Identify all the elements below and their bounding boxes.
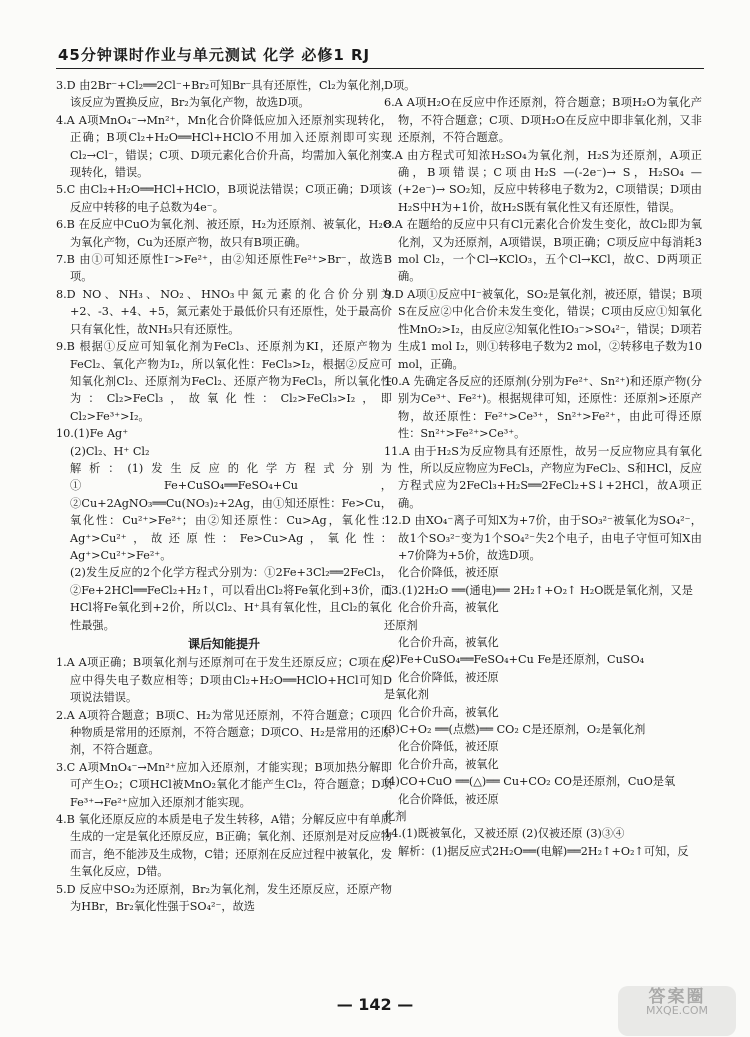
watermark-text: 答案圈 — [648, 987, 706, 1007]
answer-10-explanation-2: (2)发生反应的2个化学方程式分别为：①2Fe+3Cl₂══2FeCl₃，②Fe+2HCl══FeCl₂+H₂↑，可以看出Cl₂将Fe氧化到+3价，而HCl将Fe氧化到+2价，所以Cl₂、H⁺具有氧化性，且Cl₂的氧化性最强。 — [70, 566, 392, 632]
annotation-13-4-top: 化合价升高，被氧化 — [398, 757, 499, 771]
answer-10-part2: (2)Cl₂、H⁺ Cl₂ — [70, 444, 150, 458]
practice-answer-6: 6.A A项H₂O在反应中作还原剂，符合题意；B项H₂O为氧化产物，不符合题意；C项、D项H₂O在反应中即非氧化剂，又非还原剂，不符合题意。 — [384, 96, 702, 145]
page-number: — 142 — — [336, 995, 414, 1014]
practice-answer-13-4: (4)CO+CuO ══(△)══ Cu+CO₂ CO是还原剂，CuO是氧 — [384, 775, 676, 789]
practice-answer-4: 4.B 氧化还原反应的本质是电子发生转移，A错；分解反应中有单质生成的一定是氧化还原反应，B正确；氧化剂、还原剂是对反应物而言，绝不能涉及生成物，C错；还原剂在反应过程中被氧化，发生氧化反应，D错。 — [56, 813, 392, 879]
practice-answer-3: 3.C A项MnO₄⁻→Mn²⁺应加入还原剂，才能实现；B项加热分解即可产生O₂；C项HCl被MnO₂氧化才能产生Cl₂，符合题意；D项Fe³⁺→Fe²⁺应加入还原剂才能实现。 — [56, 760, 392, 809]
page-header: 45分钟课时作业与单元测试 化学 必修1 RJ — [58, 46, 371, 64]
answer-6: 6.B 在反应中CuO为氧化剂、被还原，H₂为还原剂、被氧化，H₂O为氧化产物，Cu为还原产物，故只有B项正确。 — [56, 218, 392, 249]
answer-10-explanation: 解析：(1)发生反应的化学方程式分别为①Fe+CuSO₄══FeSO₄+Cu，②Cu+2AgNO₃══Cu(NO₃)₂+2Ag，由①知还原性：Fe>Cu，氧化性：Cu²⁺>Fe²⁺；由②知还原性：Cu>Ag，氧化性：Ag⁺>Cu²⁺，故还原性：Fe>Cu>Ag，氧化性：Ag⁺>Cu²⁺>Fe²⁺。 — [70, 461, 392, 562]
annotation-13-2-top: 化合价升高，被氧化 — [398, 636, 499, 649]
right-column — [384, 77, 702, 860]
practice-answer-1: 1.A A项正确；B项氧化剂与还原剂可在于发生还原反应；C项在反应中得失电子数应相等；D项由Cl₂+H₂O══HClO+HCl可知D项说法错误。 — [56, 656, 392, 705]
practice-answer-13-3: (3)C+O₂ ══(点燃)══ CO₂ C是还原剂，O₂是氧化剂 — [384, 723, 646, 737]
answer-9: 9.B 根据①反应可知氧化剂为FeCl₃、还原剂为KI，还原产物为FeCl₂、氧化产物为I₂，所以氧化性：FeCl₃>I₂，根据②反应可知氧化剂Cl₂、还原剂为FeCl₂、还原产物为FeCl₃，所以氧化性为：Cl₂>FeCl₃，故氧化性：Cl₂>FeCl₃>I₂，即Cl₂>Fe³⁺>I₂。 — [56, 340, 392, 423]
annotation-13-3-top: 化合价升高，被氧化 — [398, 705, 499, 719]
annotation-13-1-top: 化合价降低，被还原 — [398, 566, 499, 580]
continued-text: D项。 — [384, 79, 416, 92]
answer-7: 7.B 由①可知还原性I⁻>Fe²⁺，由②知还原性Fe²⁺>Br⁻，故选B项。 — [56, 253, 392, 284]
practice-answer-7: 7.A 由方程式可知浓H₂SO₄为氧化剂，H₂S为还原剂，A项正确，B项错误；C项由H₂S —(-2e⁻)→ S，H₂SO₄ —(+2e⁻)→ SO₂知，反应中转移电子数为2，C项错误；D项由H₂S中H为+1价，故H₂S既有氧化性又有还原性，错误。 — [384, 148, 702, 214]
section-title: 课后知能提升 — [187, 637, 260, 651]
continued-13-4: 化剂 — [384, 810, 407, 824]
practice-answer-12: 12.D 由XO₄⁻离子可知X为+7价，由于SO₃²⁻被氧化为SO₄²⁻，故1个SO₃²⁻变为1个SO₄²⁻失2个电子，由电子守恒可知X由+7价降为+5价，故选D项。 — [384, 514, 702, 562]
watermark-url: MXQE.COM — [646, 1004, 708, 1017]
practice-answer-11: 11.A 由于H₂S为反应物具有还原性，故另一反应物应具有氧化性，所以反应物应为FeCl₃，产物应为FeCl₂、S和HCl，反应方程式应为2FeCl₃+H₂S══2FeCl₂+S↓+2HCl，故A项正确。 — [384, 444, 702, 510]
continued-13-2: 是氧化剂 — [384, 688, 429, 702]
annotation-13-3-bottom: 化合价降低，被还原 — [398, 740, 499, 754]
answer-4: 4.A A项MnO₄⁻→Mn²⁺，Mn化合价降低应加入还原剂实现转化，正确；B项Cl₂+H₂O══HCl+HClO不用加入还原剂即可实现Cl₂→Cl⁻，错误；C项、D项元素化合价升高，均需加入氧化剂实现转化，错误。 — [56, 113, 392, 180]
answer-14-explanation: 解析：(1)据反应式2H₂O══(电解)══2H₂↑+O₂↑可知，反 — [398, 844, 689, 858]
watermark — [618, 986, 736, 1036]
answer-10-part1: 10.(1)Fe Ag⁺ — [56, 427, 129, 441]
annotation-13-2-bottom: 化合价降低，被还原 — [398, 670, 499, 684]
practice-answer-13-2: (2)Fe+CuSO₄══FeSO₄+Cu Fe是还原剂，CuSO₄ — [384, 653, 645, 667]
practice-answer-2: 2.A A项符合题意；B项C、H₂为常见还原剂，不符合题意；C项四种物质是常用的还原剂，不符合题意；D项CO、H₂是常用的还原剂，不符合题意。 — [56, 708, 392, 757]
practice-answer-8: 8.A 在题给的反应中只有Cl元素化合价发生变化，故Cl₂即为氧化剂，又为还原剂，A项错误，B项正确；C项反应中每消耗3 mol Cl₂，一个Cl→KClO₃，五个Cl→KCl，故C、D两项正确。 — [384, 218, 702, 284]
continued-13-1: 还原剂 — [384, 618, 418, 632]
answer-3: 3.D 由2Br⁻+Cl₂══2Cl⁻+Br₂可知Br⁻具有还原性，Cl₂为氧化剂，该反应为置换反应，Br₂为氧化产物，故选D项。 — [56, 79, 392, 110]
practice-answer-5: 5.D 反应中SO₂为还原剂，Br₂为氧化剂，发生还原反应，还原产物为HBr，Br₂氧化性强于SO₄²⁻，故选 — [56, 882, 392, 914]
left-column — [56, 77, 392, 916]
practice-answer-14: 14.(1)既被氧化，又被还原 (2)仅被还原 (3)③④ — [384, 827, 625, 841]
annotation-13-1-bottom: 化合价升高，被氧化 — [398, 601, 499, 615]
practice-answer-13-1: 13.(1)2H₂O ══(通电)══ 2H₂↑+O₂↑ H₂O既是氧化剂，又是 — [384, 583, 693, 597]
annotation-13-4-bottom: 化合价降低，被还原 — [398, 792, 499, 806]
answer-8: 8.D NO、NH₃、NO₂、HNO₃中氮元素的化合价分别为+2、-3、+4、+5，氮元素处于最低价只有还原性，处于最高价只有氧化性，故NH₃只有还原性。 — [56, 287, 392, 336]
header-rule — [56, 68, 704, 69]
answer-5: 5.C 由Cl₂+H₂O══HCl+HClO，B项说法错误；C项正确；D项该反应中转移的电子总数为4e⁻。 — [56, 183, 392, 214]
practice-answer-10: 10.A 先确定各反应的还原剂(分别为Fe²⁺、Sn²⁺)和还原产物(分别为Ce³⁺、Fe²⁺)。根据规律可知，还原性：还原剂>还原产物，故还原性：Fe²⁺>Ce³⁺，Sn²⁺>Fe²⁺，由此可得还原性：Sn²⁺>Fe²⁺>Ce³⁺。 — [384, 374, 702, 441]
practice-answer-9: 9.D A项①反应中I⁻被氧化，SO₂是氧化剂，被还原，错误；B项S在反应②中化合价未发生变化，错误；C项由反应①知氧化性MnO₂>I₂，由反应②知氧化性IO₃⁻>SO₄²⁻，错误；D项若生成1 mol I₂，则①转移电子数为2 mol，②转移电子数为10 mol，正确。 — [384, 287, 702, 371]
